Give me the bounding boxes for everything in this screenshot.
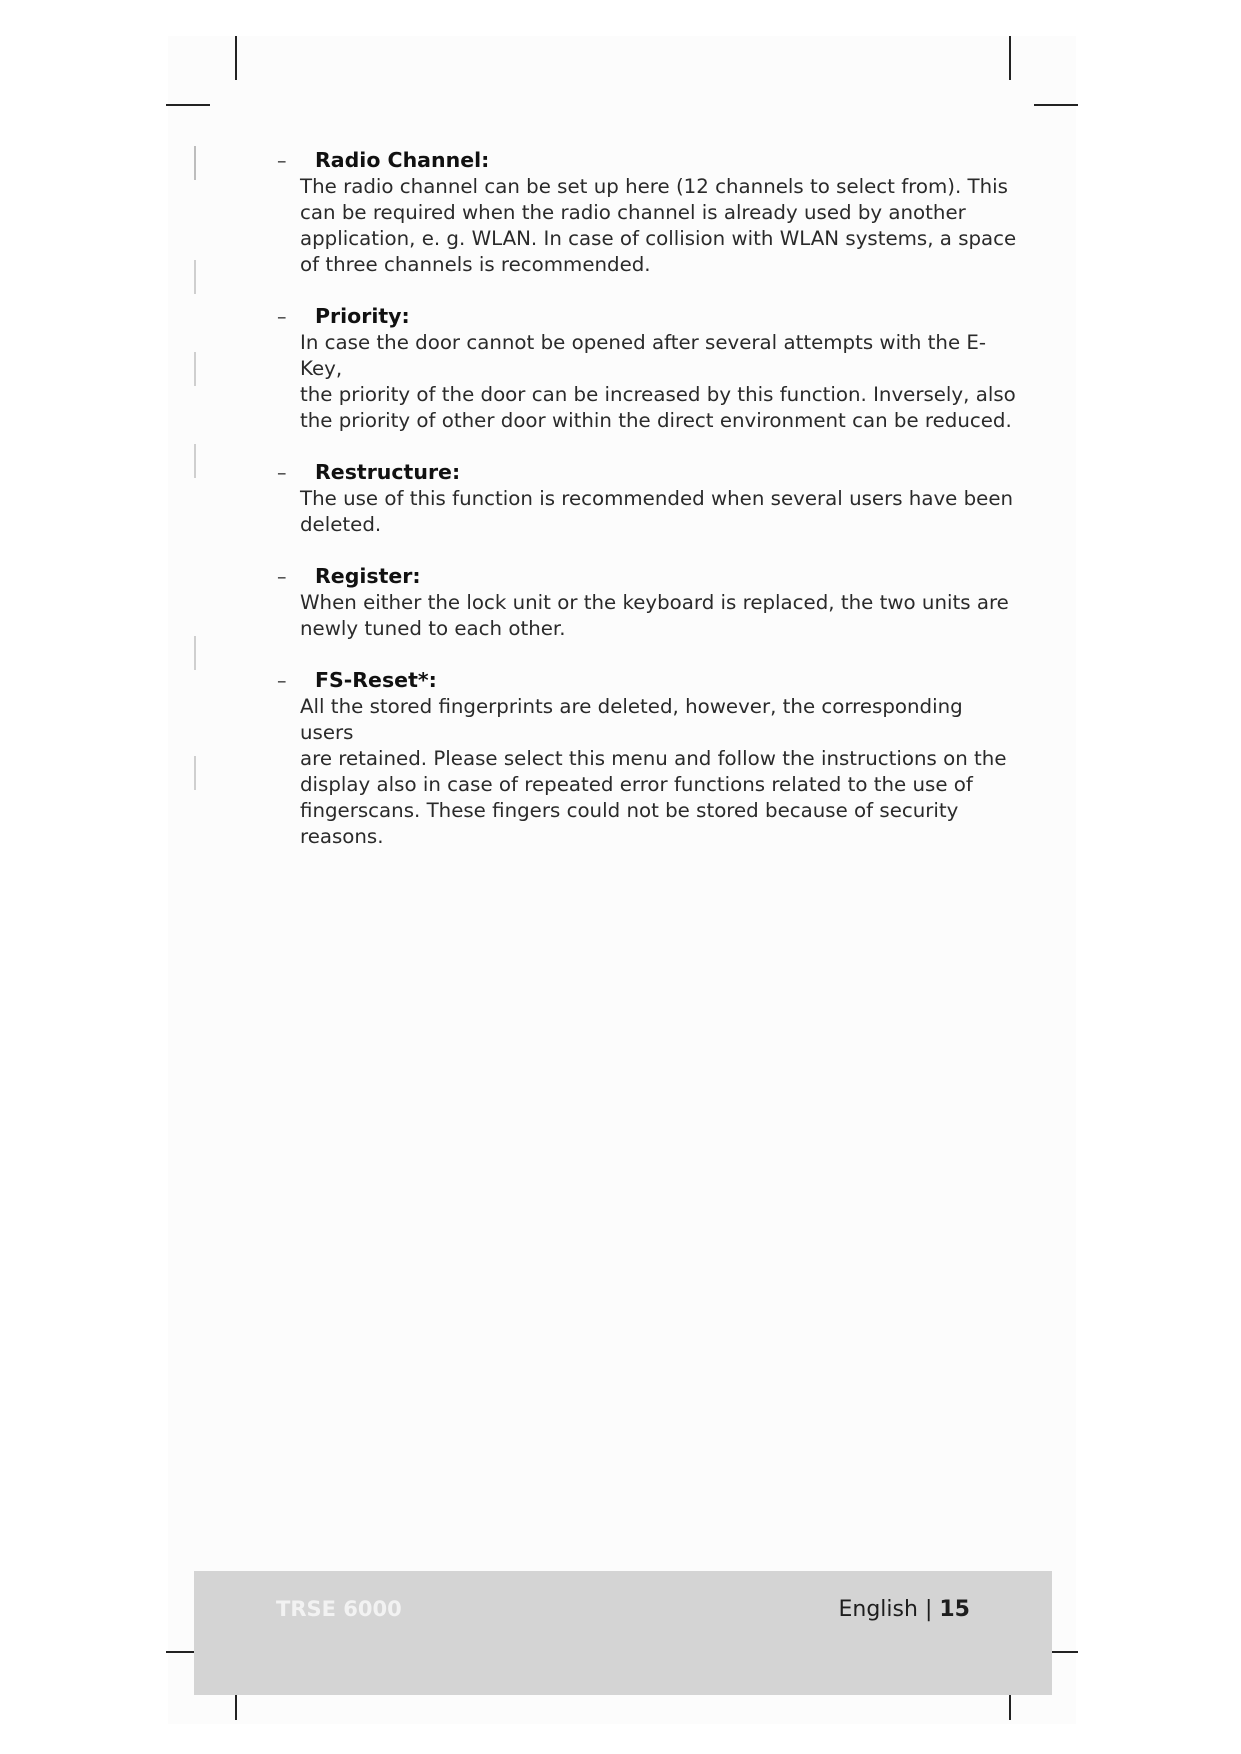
item-text: All the stored fingerprints are deleted, however, the corresponding users are retained. Please select this menu and follow the instructions on the display also in case of repeated error functions related to the use of fingerscans. These fingers could not be stored because of security reasons. — [300, 695, 1007, 848]
item-title: Register: — [315, 564, 421, 588]
list-item — [277, 304, 1017, 434]
margin-tab-mark — [194, 260, 196, 294]
page-number-label — [839, 1597, 971, 1622]
dash-bullet: – — [277, 462, 287, 484]
list-item — [277, 460, 1017, 538]
margin-tab-mark — [194, 756, 196, 790]
dash-bullet: – — [277, 306, 287, 328]
item-title: Restructure: — [315, 460, 461, 484]
dash-bullet: – — [277, 150, 287, 172]
page-footer — [194, 1571, 1052, 1695]
list-item — [277, 564, 1017, 642]
margin-tab-mark — [194, 636, 196, 670]
page-number: 15 — [939, 1597, 970, 1622]
item-title: Radio Channel: — [315, 148, 490, 172]
item-text: In case the door cannot be opened after several attempts with the E-Key, the priority of the door can be increased by this function. Inversely, also the priority of other door within the direct environment can be reduced. — [300, 331, 1016, 432]
footer-separator: | — [924, 1597, 933, 1622]
margin-tab-mark — [194, 444, 196, 478]
item-title: FS-Reset*: — [315, 668, 437, 692]
crop-mark — [166, 104, 210, 106]
item-text: The use of this function is recommended when several users have been deleted. — [300, 487, 1014, 536]
dash-bullet: – — [277, 566, 287, 588]
item-text: The radio channel can be set up here (12 channels to select from). This can be required when the radio channel is already used by another application, e. g. WLAN. In case of collision with WLAN systems, a space of three channels is recommended. — [300, 175, 1017, 276]
crop-mark — [235, 36, 237, 80]
dash-bullet: – — [277, 670, 287, 692]
settings-description-list — [277, 148, 1017, 876]
footer-language: English — [838, 1597, 918, 1622]
list-item — [277, 148, 1017, 278]
crop-mark — [1009, 36, 1011, 80]
list-item — [277, 668, 1017, 850]
margin-tab-mark — [194, 352, 196, 386]
margin-tab-mark — [194, 146, 196, 180]
item-text: When either the lock unit or the keyboard is replaced, the two units are newly tuned to each other. — [300, 591, 1009, 640]
product-model: TRSE 6000 — [276, 1597, 402, 1621]
item-title: Priority: — [315, 304, 410, 328]
crop-mark — [1034, 104, 1078, 106]
